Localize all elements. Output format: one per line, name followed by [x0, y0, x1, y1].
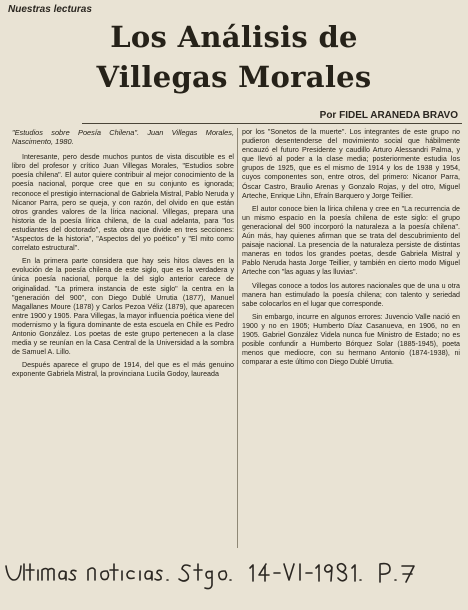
- headline-line-2: Villegas Morales: [96, 60, 372, 94]
- column-divider: [237, 128, 238, 548]
- handwriting-drawing: [0, 558, 468, 592]
- byline: Por FIDEL ARANEDA BRAVO: [319, 110, 458, 121]
- paragraph: En la primera parte considera que hay seis hitos claves en la evolución de la poesía chilena de este siglo, que es la verdadera y única poesía nacional, porque la del siglo anterior carece de originalidad. "La primera instancia de este siglo" la centra en la "generación del 900", con Diego Dublé Urrutia (1877), Manuel Magallanes Moure (1878) y Carlos Pezoa Véliz (1879), que aparecen entre 1900 y 1905. Para Villegas, la mayor influencia poética viene del modernismo y la figura dominante de esta escuela en Chile es Pedro Antonio González. Los poetas de este grupo pertenecen a la clase media y se reunían en la Casa Central de la Universidad a la sombra de Samuel A. Lillo.: [12, 257, 234, 357]
- paragraph: Sin embargo, incurre en algunos errores: Juvencio Valle nació en 1900 y no en 1905; Humberto Díaz Casanueva, en 1906, no en 1905. Gabriel González Videla nunca fue Ministro de Estado; no es posible confundir a Humberto Bórquez Solar (1885-1945), poeta menos que mediocre, con su hermano Antonio (1874-1938), ni comparar a este último con Diego Dublé Urrutia.: [242, 312, 460, 367]
- paragraph: Villegas conoce a todos los autores nacionales que de una u otra manera han estimulado la poesía chilena; con talento y seriedad sabe colocarlos en el lugar que corresponde.: [242, 281, 460, 308]
- paragraph: por los "Sonetos de la muerte". Los integrantes de este grupo no pudieron desentenderse del movimiento social que hábilmente encauzó el futuro Presidente y caudillo Arturo Alessandri Palma, y que llevó al poder a la clase media; posteriormente estudia los grupos de 1925, que es el mismo de 1914 y los de 1938 y 1954, cuyos componentes son, entre otros, del primero: Nicanor Parra, Óscar Castro, Braulio Arenas y Gonzalo Rojas, y del otro, Miguel Arteche, Enrique Lihn, Efraín Barquero y Jorge Teillier.: [242, 128, 460, 200]
- section-label: Nuestras lecturas: [8, 4, 92, 15]
- paragraph: Después aparece el grupo de 1914, del que es el más genuino exponente Gabriela Mistral, la provinciana Lucila Godoy, laureada: [12, 361, 234, 379]
- paragraph: Interesante, pero desde muchos puntos de vista discutible es el libro del profesor y crítico Juan Villegas Morales, "Estudios sobre poesía chilena". El autor quiere contribuir al mejor conocimiento de la poesía nacional, porque cree que en su conjunto es ignorada; reconoce el prestigio internacional de Gabriela Mistral, Pablo Neruda y Nicanor Parra, pero se queja, y con razón, del olvido en que están otros grandes valores de la lírica nacional. Villegas, prepara una historia de la poesía lírica chilena, de la cual adelanta, para "los estudiantes del doctorado", esta obra que divide en tres secciones: "Aspectos de la historia", "Aspectos del yo poético" y "El mito como correlato estructural".: [12, 153, 234, 253]
- byline-rule: [82, 123, 462, 124]
- right-column: [242, 128, 460, 367]
- headline-line-1: Los Análisis de: [110, 20, 358, 54]
- paragraph: El autor conoce bien la lírica chilena y cree en "La recurrencia de un mismo espacio en la poesía chilena de este siglo: el grupo generacional del 900 incorporó la naturaleza a la poesía chilena". Aún más, hay quienes afirman que se trata del descubrimiento del paisaje nacional. La presencia de la naturaleza persiste de distintas maneras en todos los grandes poetas, desde Gabriela Mistral y Pablo Neruda hasta Jorge Teillier, y también en cierto modo Miguel Arteche con "las aguas y las lluvias".: [242, 204, 460, 277]
- left-column: [12, 128, 234, 379]
- handwritten-source-note: [0, 558, 468, 592]
- book-citation: "Estudios sobre Poesía Chilena". Juan Villegas Morales, Nascimento, 1980.: [12, 128, 234, 147]
